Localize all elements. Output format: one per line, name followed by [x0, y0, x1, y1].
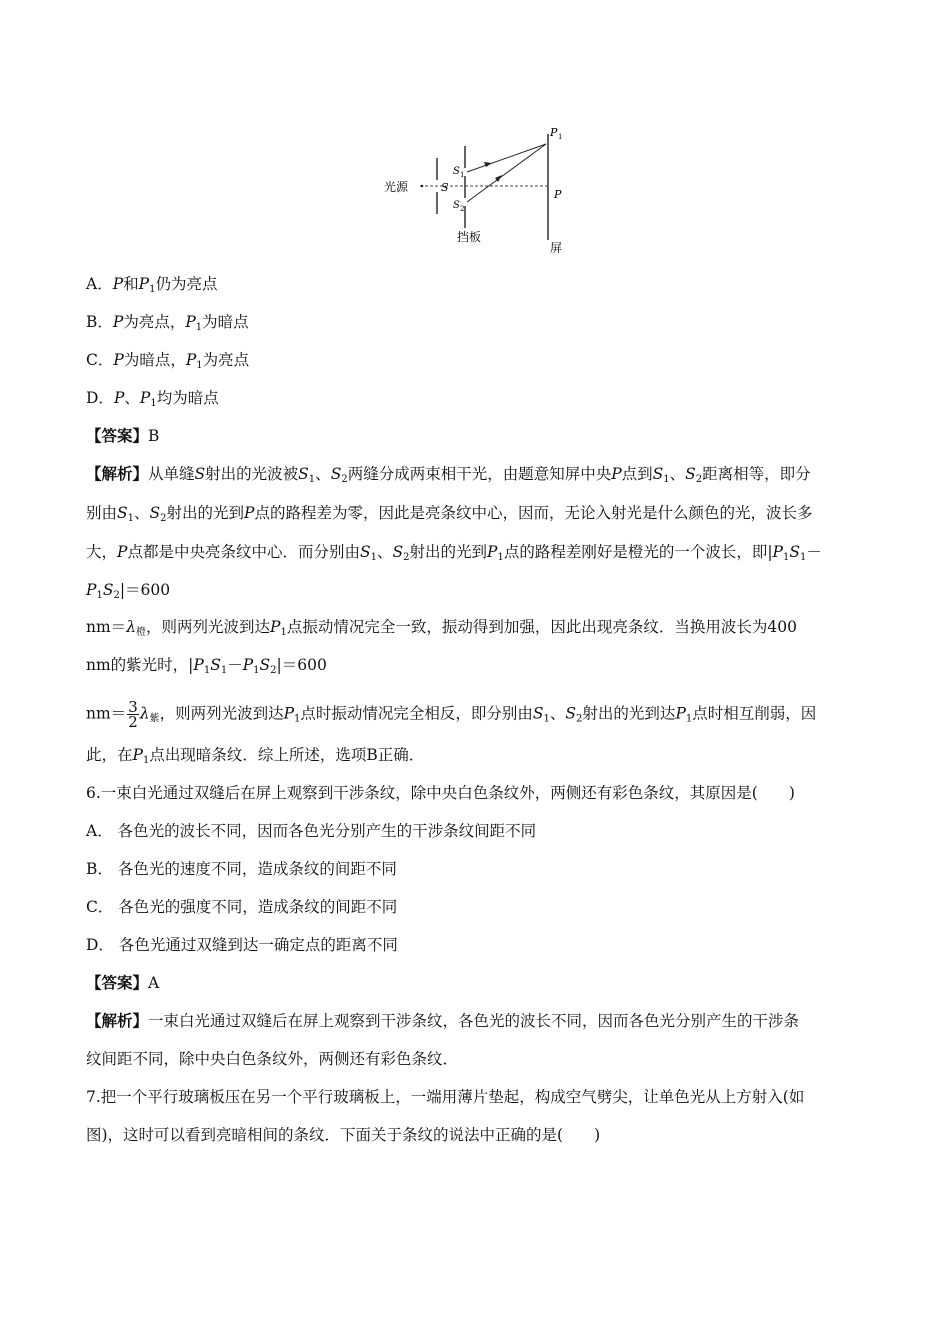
double-slit-diagram [380, 118, 580, 258]
q5-answer: 【答案】B [86, 426, 160, 445]
label-p1: P [550, 126, 558, 139]
q6-option-a: A． 各色光的波长不同，因而各色光分别产生的干涉条纹间距不同 [86, 822, 537, 840]
ray-s2-p1 [467, 144, 546, 202]
q6-analysis-line-2: 纹间距不同，除中央白色条纹外，两侧还有彩色条纹． [86, 1050, 459, 1068]
q6-option-c: C． 各色光的强度不同，造成条纹的间距不同 [86, 898, 398, 916]
q6-option-d: D． 各色光通过双缝到达一确定点的距离不同 [86, 936, 398, 954]
q5-analysis-line-3: 大，P点都是中央亮条纹中心．而分别由$S_1$、$S_2$射出的光到$P_1$点的路程差刚好是橙光的一个波长，即$|P_1S_1-$ [86, 543, 822, 563]
label-barrier: 挡板 [457, 230, 482, 244]
q6-option-b: B． 各色光的速度不同，造成条纹的间距不同 [86, 860, 397, 878]
q6-stem: 6.一束白光通过双缝后在屏上观察到干涉条纹，除中央白色条纹外，两侧还有彩色条纹，其原因是( ) [86, 784, 795, 802]
q6-answer: 【答案】A [86, 973, 160, 992]
q5-analysis-line-6: nm的紫光时，$|P_1S_1-P_1S_2|=600$ [86, 656, 327, 676]
q5-analysis-line-4: $P_1S_2|=600$ [86, 581, 171, 601]
label-screen: 屏 [550, 241, 563, 255]
q5-option-c: C．P为暗点，$P_1$为亮点 [86, 351, 250, 371]
q5-option-b: B．P为亮点，$P_1$为暗点 [86, 313, 249, 333]
q5-analysis-line-5: $nm=\lambda_橙$，则两列光波到达$P_1$点振动情况完全一致，振动得到加强，因此出现亮条纹．当换用波长为400 [86, 618, 797, 638]
q5-option-a: A．P和$P_1$仍为亮点 [86, 275, 218, 295]
q5-analysis-line-7: nm＝ $\frac{3}{2}$ $\lambda_紫$，则两列光波到达$P_1$点时振动情况完全相反，即分别由$S_1$、$S_2$射出的光到达$P_1$点时相互削弱，因 [86, 698, 817, 731]
label-p: P [554, 188, 562, 201]
q5-option-d: D．P、$P_1$均为暗点 [86, 389, 219, 409]
q7-stem-line-2: 图)，这时可以看到亮暗相间的条纹．下面关于条纹的说法中正确的是( ) [86, 1126, 601, 1144]
q7-stem-line-1: 7.把一个平行玻璃板压在另一个平行玻璃板上，一端用薄片垫起，构成空气劈尖，让单色光从上方射入(如 [86, 1088, 805, 1106]
label-s1: S [453, 166, 460, 177]
q5-analysis-line-8: 此，在$P_1$点出现暗条纹．综上所述，选项B正确． [86, 746, 425, 766]
label-p1-sub: 1 [558, 133, 563, 141]
label-s2-sub: 2 [460, 205, 465, 213]
q6-analysis-line-1: 【解析】一束白光通过双缝后在屏上观察到干涉条纹，各色光的波长不同，因而各色光分别产生的干涉条 [86, 1011, 800, 1030]
ray-s1-p1 [467, 144, 546, 172]
label-light-source: 光源 [384, 180, 409, 194]
ray-arrow-1 [484, 162, 492, 167]
label-s: S [441, 181, 449, 194]
fraction-three-halves: $\frac{3}{2}$ [128, 698, 138, 731]
light-source-dot [421, 185, 424, 188]
label-s1-sub: 1 [460, 171, 465, 179]
q5-analysis-line-1: 【解析】从单缝S射出的光波被$S_1$、$S_2$两缝分成两束相干光，由题意知屏中央P点到$S_1$、$S_2$距离相等，即分 [86, 464, 811, 485]
label-s2: S [453, 200, 460, 211]
q5-analysis-line-2: 别由$S_1$、$S_2$射出的光到P点的路程差为零，因此是亮条纹中心，因而，无论入射光是什么颜色的光，波长多 [86, 504, 813, 524]
